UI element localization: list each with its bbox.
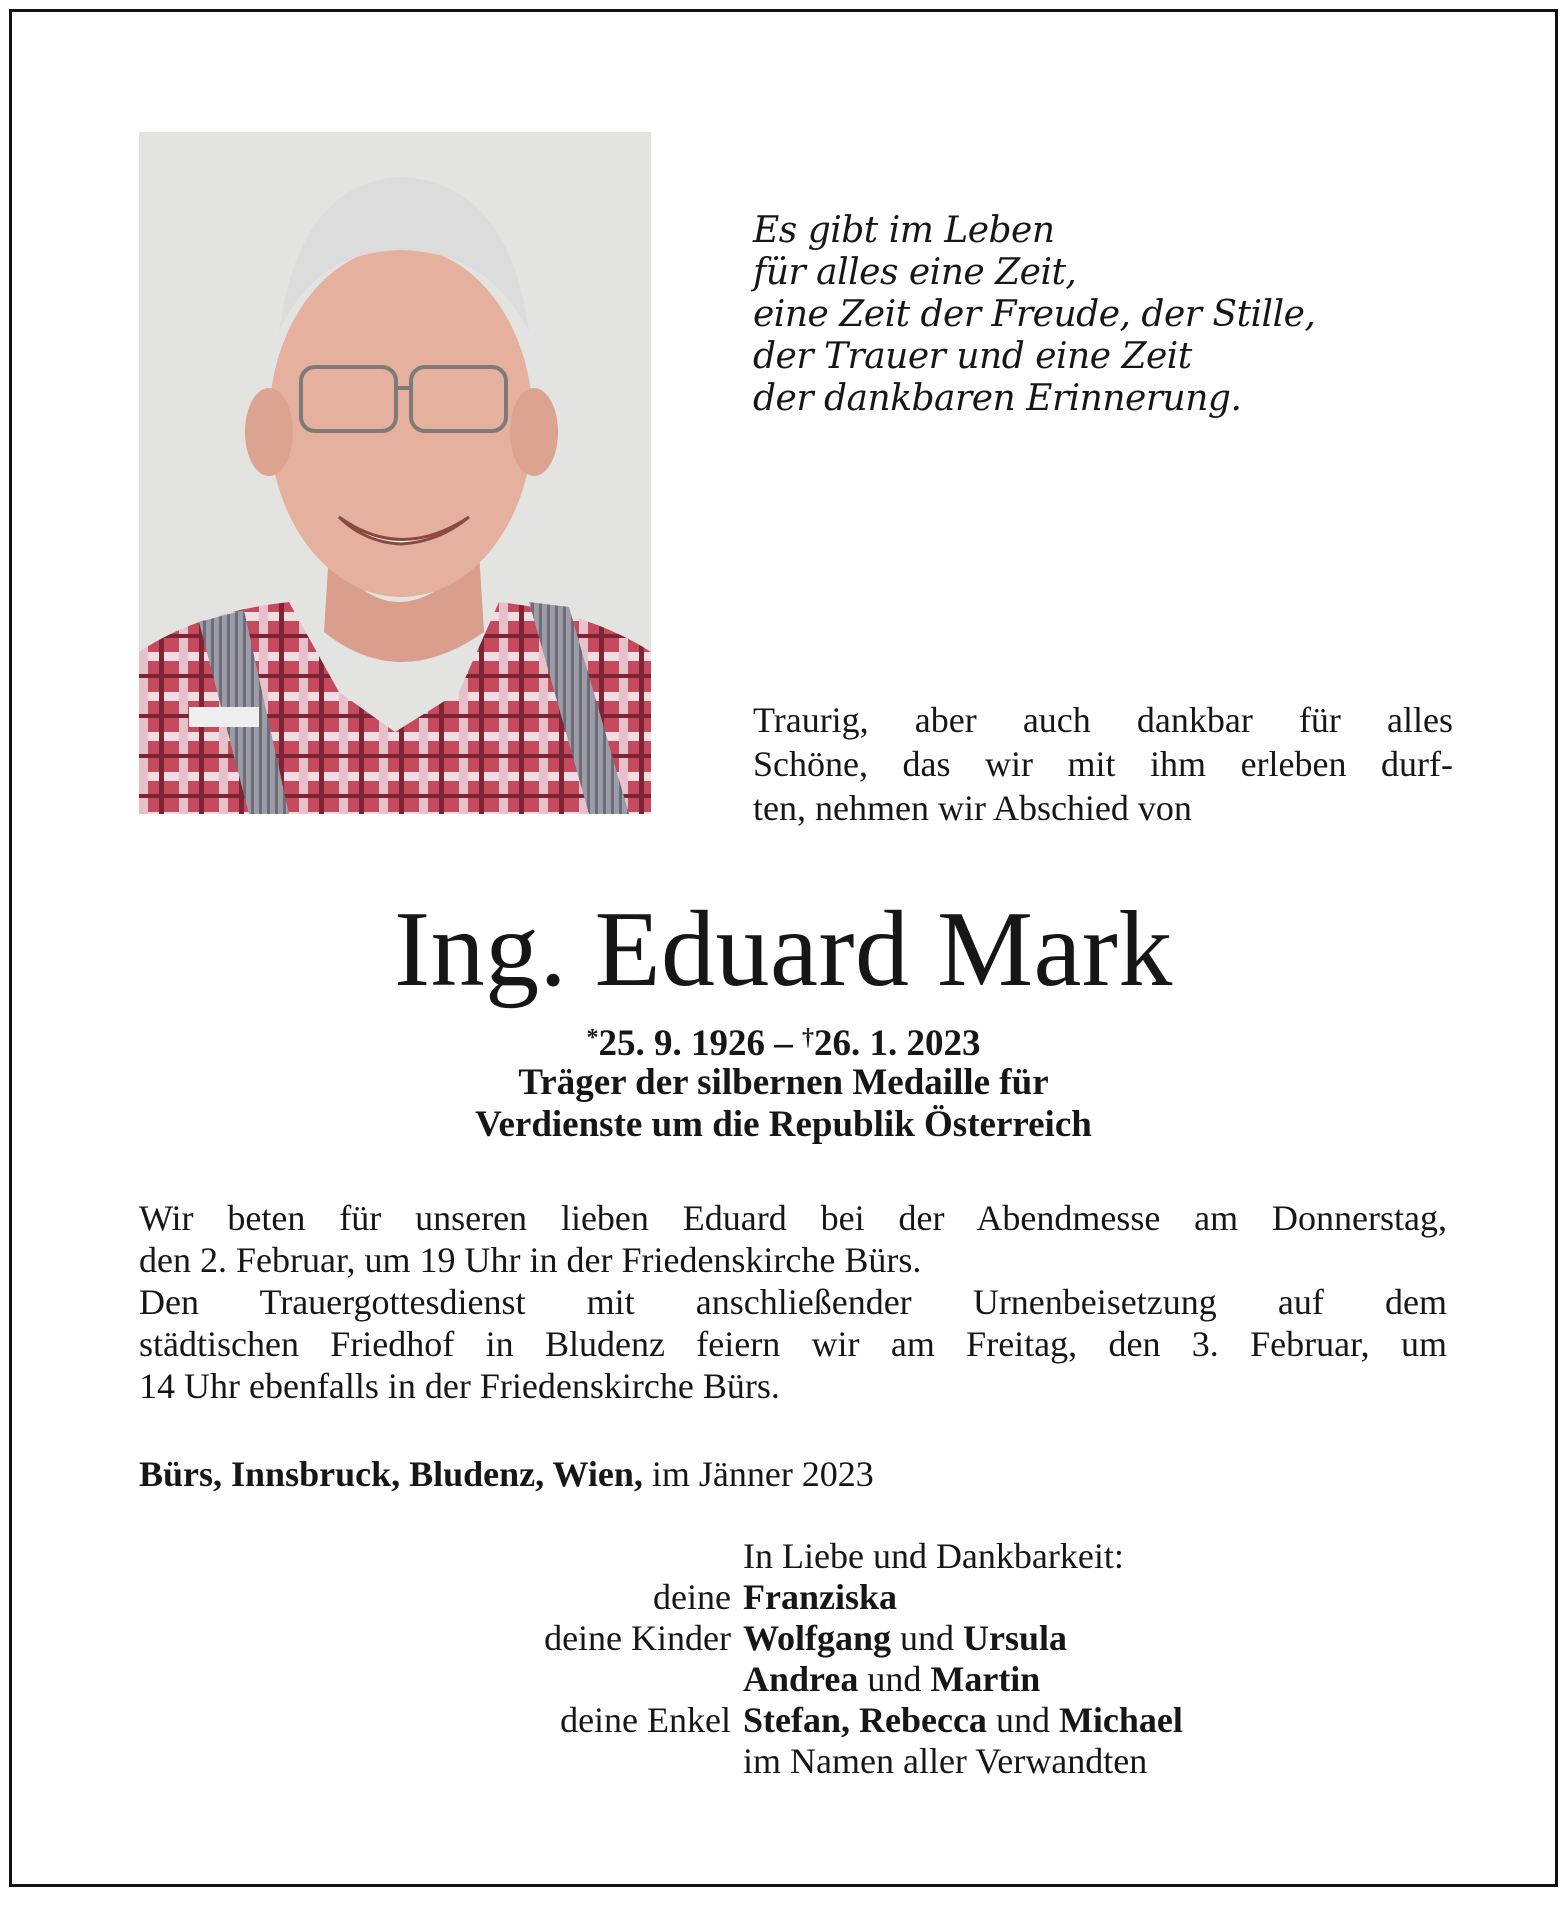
honor-line: Verdienste um die Republik Österreich xyxy=(475,1104,1092,1145)
family-names xyxy=(743,1618,1067,1659)
poem-verse xyxy=(753,210,1315,420)
family-row xyxy=(12,1700,1561,1741)
birth-symbol: * xyxy=(586,1025,599,1051)
family-names xyxy=(743,1577,897,1618)
family-list xyxy=(12,1577,1561,1782)
death-date: 26. 1. 2023 xyxy=(814,1023,981,1064)
family-member-name: Michael xyxy=(1058,1700,1183,1740)
poem-line: der Trauer und eine Zeit xyxy=(753,336,1192,377)
connector-text: und xyxy=(891,1618,964,1658)
place-and-date xyxy=(139,1453,874,1495)
honor-line: Träger der silbernen Medaille für xyxy=(518,1062,1049,1103)
family-names xyxy=(743,1659,1040,1700)
intro-line: Traurig, aber auch dankbar für alles xyxy=(753,700,1453,740)
family-member-name: Franziska xyxy=(743,1577,898,1617)
service-details xyxy=(139,1197,1447,1407)
farewell-intro xyxy=(753,698,1453,830)
family-member-name: Martin xyxy=(930,1659,1041,1699)
family-row xyxy=(12,1618,1561,1659)
service-line: städtischen Friedhof in Bludenz feiern wir am Freitag, den 3. Februar, um xyxy=(139,1324,1447,1364)
deceased-name: Ing. Eduard Mark xyxy=(394,890,1173,1009)
family-names xyxy=(743,1741,1147,1782)
family-signature xyxy=(12,1536,1561,1782)
portrait-illustration xyxy=(139,132,651,814)
family-row xyxy=(12,1741,1561,1782)
intro-line: Schöne, das wir mit ihm erleben durf- xyxy=(753,744,1453,784)
family-member-name: Andrea xyxy=(743,1659,859,1699)
relation-label: deine xyxy=(653,1577,731,1617)
family-row xyxy=(12,1659,1561,1700)
family-heading-row xyxy=(12,1536,1561,1577)
portrait-photo xyxy=(139,132,651,814)
notice-date: im Jänner 2023 xyxy=(642,1454,874,1494)
connector-text: und xyxy=(858,1659,931,1699)
honor-title xyxy=(12,1062,1555,1146)
poem-line: eine Zeit der Freude, der Stille, xyxy=(753,294,1316,335)
birth-date: 25. 9. 1926 xyxy=(598,1023,765,1064)
service-line: Wir beten für unseren lieben Eduard bei der Abendmesse am Donnerstag, xyxy=(139,1198,1447,1238)
family-member-name: Wolfgang xyxy=(743,1618,892,1658)
family-row xyxy=(12,1577,1561,1618)
obituary-notice xyxy=(9,9,1558,1887)
connector-text: und xyxy=(986,1700,1059,1740)
service-line: Den Trauergottesdienst mit anschließender Urnenbeisetzung auf dem xyxy=(139,1282,1447,1322)
family-member-name: Ursula xyxy=(963,1618,1068,1658)
relation-label: deine Enkel xyxy=(560,1700,731,1740)
death-symbol: † xyxy=(802,1025,814,1051)
life-dates xyxy=(12,1017,1555,1065)
date-separator: – xyxy=(765,1023,802,1064)
locations: Bürs, Innsbruck, Bludenz, Wien, xyxy=(139,1454,643,1494)
intro-line: ten, nehmen wir Abschied von xyxy=(753,788,1192,828)
connector-text: im Namen aller Verwandten xyxy=(743,1741,1148,1781)
family-member-name: Stefan, Rebecca xyxy=(743,1700,987,1740)
service-line: 14 Uhr ebenfalls in der Friedenskirche Bürs. xyxy=(139,1366,780,1406)
poem-line: Es gibt im Leben xyxy=(753,210,1055,251)
service-line: den 2. Februar, um 19 Uhr in der Friedenskirche Bürs. xyxy=(139,1240,922,1280)
relation-label xyxy=(12,1741,743,1782)
family-names xyxy=(743,1700,1183,1741)
poem-line: für alles eine Zeit, xyxy=(753,252,1077,293)
family-heading: In Liebe und Dankbarkeit: xyxy=(743,1536,1124,1576)
poem-line: der dankbaren Erinnerung. xyxy=(753,378,1242,419)
relation-label xyxy=(12,1659,743,1700)
relation-label: deine Kinder xyxy=(544,1618,731,1658)
